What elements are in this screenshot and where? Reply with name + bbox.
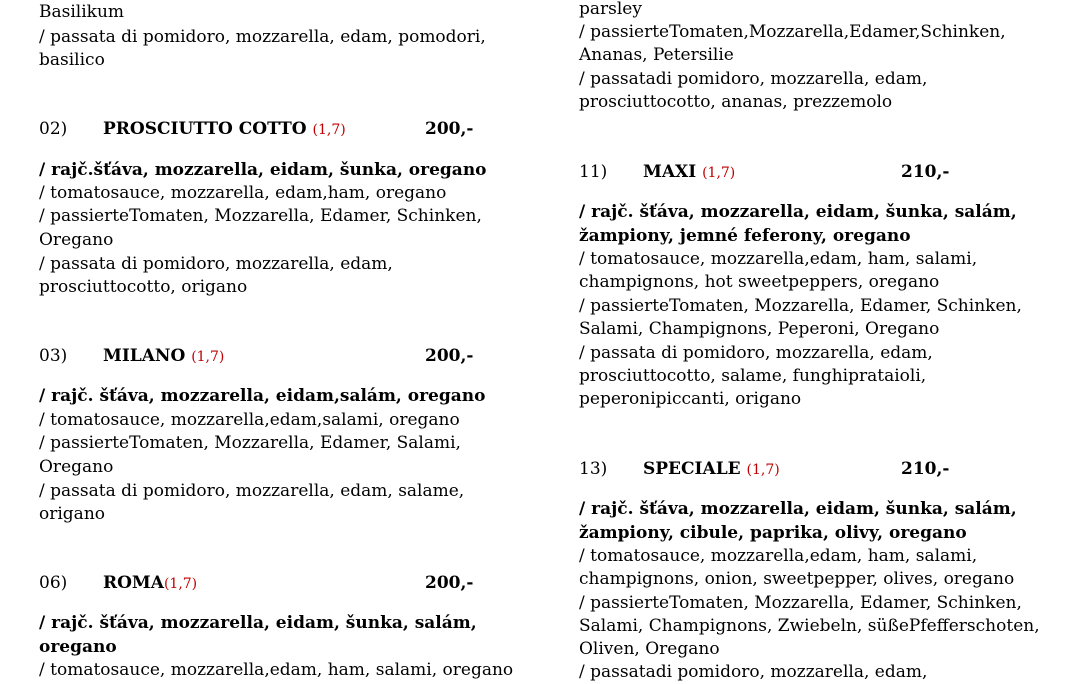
ingredients-czech: / rajč. šťáva, mozzarella, eidam, šunka, salám,	[579, 499, 1017, 519]
item-price: 200,-	[425, 119, 474, 139]
allergen-codes: (1,7)	[312, 122, 346, 138]
ingredients-czech: oregano	[39, 637, 117, 657]
item-price: 200,-	[425, 573, 474, 593]
allergen-codes: (1,7)	[702, 165, 736, 181]
ingredients-czech: / rajč. šťáva, mozzarella, eidam, šunka, salám,	[579, 202, 1017, 222]
menu-text-line: / passatadi pomidoro, mozzarella, edam,	[579, 69, 928, 89]
ingredients-line: prosciuttocotto, origano	[39, 277, 248, 297]
ingredients-line: champignons, hot sweetpeppers, oregano	[579, 272, 940, 292]
item-name: MAXI (1,7)	[643, 162, 736, 182]
item-number: 06)	[39, 573, 68, 593]
ingredients-line: Oregano	[39, 230, 114, 250]
menu-text-line: Ananas, Petersilie	[579, 45, 734, 65]
ingredients-line: / tomatosauce, mozzarella,edam, ham, salami,	[579, 249, 978, 269]
item-number: 02)	[39, 119, 68, 139]
item-price: 210,-	[901, 459, 950, 479]
ingredients-line: champignons, onion, sweetpepper, olives, oregano	[579, 569, 1015, 589]
ingredients-line: / passierteTomaten, Mozzarella, Edamer, Schinken,	[579, 593, 1022, 613]
menu-text-line: prosciuttocotto, ananas, prezzemolo	[579, 92, 893, 112]
ingredients-line: Salami, Champignons, Peperoni, Oregano	[579, 319, 940, 339]
ingredients-line: / passata di pomidoro, mozzarella, edam,	[39, 254, 393, 274]
ingredients-line: Salami, Champignons, Zwiebeln, süßePfefferschoten,	[579, 616, 1040, 636]
allergen-codes: (1,7)	[191, 349, 225, 365]
item-number: 11)	[579, 162, 608, 182]
ingredients-line: / passata di pomidoro, mozzarella, edam,	[579, 343, 933, 363]
ingredients-line: Oregano	[39, 457, 114, 477]
ingredients-line: / tomatosauce, mozzarella,edam, ham, salami, oregano	[39, 660, 514, 680]
item-name: PROSCIUTTO COTTO (1,7)	[103, 119, 346, 139]
item-name: SPECIALE (1,7)	[643, 459, 780, 479]
ingredients-line: / tomatosauce, mozzarella,edam,salami, oregano	[39, 410, 460, 430]
allergen-codes: (1,7)	[163, 576, 198, 592]
ingredients-line: origano	[39, 504, 105, 524]
ingredients-line: / tomatosauce, mozzarella, edam,ham, oregano	[39, 183, 447, 203]
menu-text-line: Basilikum	[39, 2, 125, 22]
ingredients-line: / tomatosauce, mozzarella,edam, ham, salami,	[579, 546, 978, 566]
ingredients-line: Oliven, Oregano	[579, 639, 720, 659]
item-price: 210,-	[901, 162, 950, 182]
menu-text-line: basilico	[39, 50, 105, 70]
ingredients-line: prosciuttocotto, salame, funghipratai​oli,	[579, 366, 927, 386]
ingredients-line: / passierteTomaten, Mozzarella, Edamer, Salami,	[39, 433, 461, 453]
item-number: 13)	[579, 459, 608, 479]
ingredients-czech: žampiony, jemné feferony, oregano	[579, 226, 911, 246]
ingredients-line: / passierteTomaten, Mozzarella, Edamer, Schinken,	[39, 206, 482, 226]
ingredients-line: / passierteTomaten, Mozzarella, Edamer, Schinken,	[579, 296, 1022, 316]
ingredients-line: / passatadi pomidoro, mozzarella, edam,	[579, 662, 928, 682]
item-name: MILANO (1,7)	[103, 346, 225, 366]
allergen-codes: (1,7)	[746, 462, 780, 478]
item-price: 200,-	[425, 346, 474, 366]
ingredients-czech: žampiony, cibule, paprika, olivy, oregano	[579, 523, 967, 543]
item-name: ROMA(1,7)	[103, 573, 198, 593]
ingredients-czech: / rajč. šťáva, mozzarella, eidam, šunka, salám,	[39, 613, 477, 633]
ingredients-line: / passata di pomidoro, mozzarella, edam, salame,	[39, 481, 465, 501]
ingredients-line: peperonipiccanti, origano	[579, 389, 802, 409]
item-number: 03)	[39, 346, 68, 366]
ingredients-czech: / rajč.šťáva, mozzarella, eidam, šunka, oregano	[39, 160, 487, 180]
menu-text-line: / passierteTomaten,Mozzarella,Edamer,Schinken,	[579, 22, 1006, 42]
ingredients-czech: / rajč. šťáva, mozzarella, eidam,salám, oregano	[39, 386, 486, 406]
menu-text-line: parsley	[579, 0, 642, 19]
menu-text-line: / passata di pomidoro, mozzarella, edam, pomodori,	[39, 27, 486, 47]
